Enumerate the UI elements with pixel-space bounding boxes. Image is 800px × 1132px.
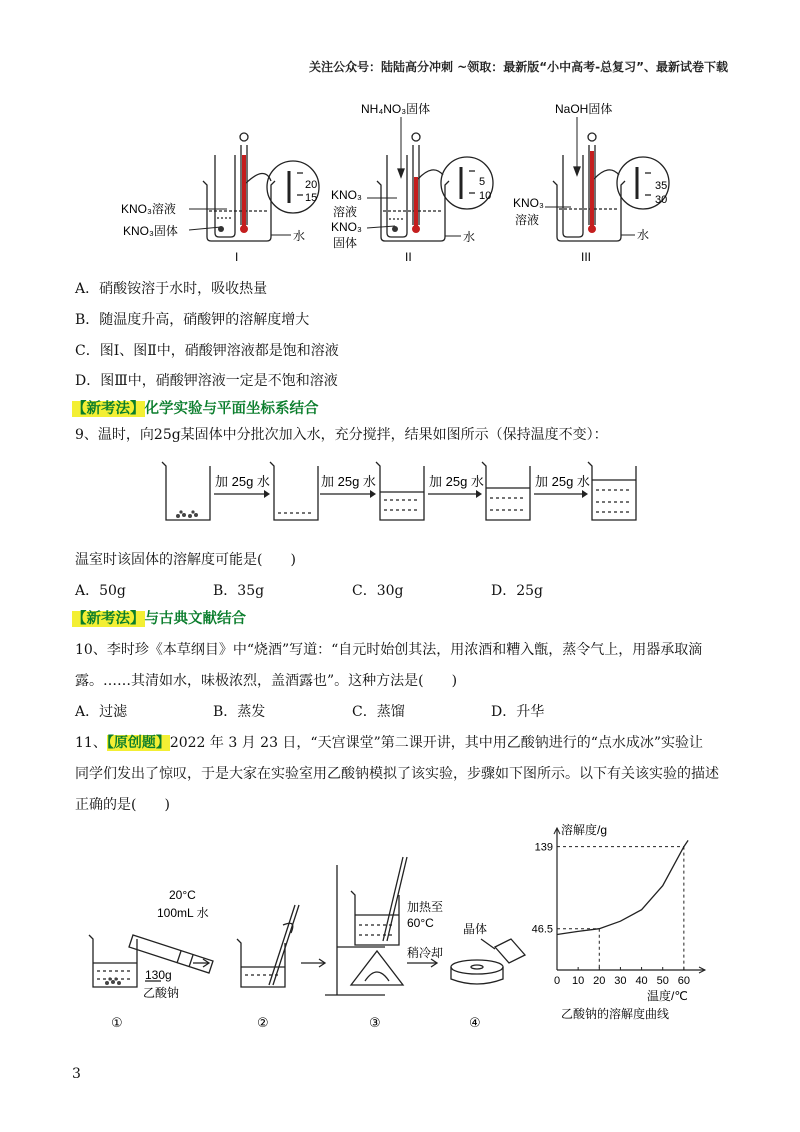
q9-stem: 9、温时，向25g某固体中分批次加入水，充分搅拌，结果如图所示（保持温度不变）： bbox=[75, 427, 608, 443]
step-3-label: ③ bbox=[369, 1015, 381, 1030]
q10-option-d: D．升华 bbox=[491, 704, 545, 720]
q11-line-1 bbox=[75, 732, 703, 752]
q8-option-a: A．硝酸铵溶于水时，吸收热量 bbox=[75, 281, 268, 297]
crystal-label: 晶体 bbox=[463, 922, 488, 936]
heat-label-2: 60°C bbox=[407, 916, 434, 930]
beaker2-label-2: 溶液 bbox=[333, 205, 358, 219]
beaker2-water-label: 水 bbox=[463, 230, 476, 244]
x-tick-label: 10 bbox=[572, 975, 585, 987]
beaker3-scale-bottom: 30 bbox=[655, 194, 668, 206]
q8-option-d: D．图Ⅲ中，硝酸钾溶液一定是不饱和溶液 bbox=[75, 373, 338, 389]
step-4-label: ④ bbox=[469, 1015, 481, 1030]
q10-line-1: 10、李时珍《本草纲目》中“烧酒”写道：“自元时始创其法，用浓酒和糟入甑，蒸令气上，用器承取滴 bbox=[75, 642, 703, 658]
section-tag-1 bbox=[72, 397, 319, 418]
thermometer-beakers-figure bbox=[115, 95, 675, 265]
cylinder-water-label: 100mL 水 bbox=[157, 906, 209, 920]
q11-line-1-text: 2022 年 3 月 23 日，“天宫课堂”第二课开讲，其中用乙酸钠进行的“点水成冰”实验让 bbox=[169, 735, 704, 751]
x-axis-title: 温度/℃ bbox=[647, 989, 688, 1003]
q10-option-b: B．蒸发 bbox=[213, 704, 266, 720]
figure-label-2: II bbox=[405, 250, 412, 264]
section-tag-1-bracket: 【新考法】 bbox=[72, 401, 145, 417]
beaker1-scale-top: 20 bbox=[305, 179, 318, 191]
q9-arrow-label-2: 加 25g 水 bbox=[321, 474, 376, 489]
q8-option-b: B．随温度升高，硝酸钾的溶解度增大 bbox=[75, 312, 310, 328]
beaker3-label-1: KNO₃ bbox=[513, 196, 544, 210]
chart-title: 乙酸钠的溶解度曲线 bbox=[561, 1007, 670, 1021]
y-tick-label: 139 bbox=[534, 841, 553, 854]
q9-option-c: C．30g bbox=[352, 583, 404, 599]
q10-option-a: A．过滤 bbox=[75, 704, 128, 720]
x-tick-label: 0 bbox=[553, 975, 561, 987]
x-tick-label: 30 bbox=[614, 975, 627, 987]
x-tick-label: 60 bbox=[677, 975, 690, 987]
q9-arrow-label-4: 加 25g 水 bbox=[535, 474, 590, 489]
solubility-chart bbox=[525, 818, 725, 1033]
q11-line-2: 同学们发出了惊叹，于是大家在实验室用乙酸钠模拟了该实验，步骤如下图所示。以下有关该实验的描述 bbox=[75, 766, 719, 782]
section-tag-2 bbox=[72, 607, 246, 628]
x-tick-label: 20 bbox=[593, 975, 606, 987]
beaker3-top-label: NaOH固体 bbox=[555, 102, 613, 116]
beaker2-label-4: 固体 bbox=[333, 236, 358, 250]
beaker1-solution-label: KNO₃溶液 bbox=[121, 202, 176, 216]
q11-number: 11、 bbox=[75, 735, 107, 751]
solubility-curve bbox=[557, 840, 688, 934]
section-tag-2-text: 与古典文献结合 bbox=[144, 611, 246, 627]
beaker2-label-1: KNO₃ bbox=[331, 188, 362, 202]
x-tick-label: 50 bbox=[656, 975, 669, 987]
q9-arrow-label-3: 加 25g 水 bbox=[429, 474, 484, 489]
y-axis-title: 溶解度/g bbox=[561, 823, 608, 837]
figure-label-3: III bbox=[581, 250, 592, 264]
figure-label-1: I bbox=[235, 250, 239, 264]
y-tick-label: 46.5 bbox=[531, 923, 553, 936]
q9-arrow-label-1: 加 25g 水 bbox=[215, 474, 270, 489]
q9-option-b: B．35g bbox=[213, 583, 265, 599]
solid-mass-label: 130g bbox=[145, 968, 172, 982]
q9-question: 温室时该固体的溶解度可能是( ) bbox=[75, 552, 296, 568]
q9-option-a: A．50g bbox=[75, 583, 126, 599]
q11-tag: 【原创题】 bbox=[106, 735, 170, 751]
beaker2-label-3: KNO₃ bbox=[331, 220, 362, 234]
cool-label: 稍冷却 bbox=[407, 946, 444, 960]
step-1-label: ① bbox=[111, 1015, 123, 1030]
section-tag-1-text: 化学实验与平面坐标系结合 bbox=[144, 401, 319, 417]
q9-option-d: D．25g bbox=[491, 583, 544, 599]
q10-option-c: C．蒸馏 bbox=[352, 704, 405, 720]
beaker1-solid-label: KNO₃固体 bbox=[123, 224, 178, 238]
q10-line-2: 露。……其清如水，味极浓烈，盖酒露也”。这种方法是( ) bbox=[75, 673, 458, 689]
q11-line-3: 正确的是( ) bbox=[75, 797, 170, 813]
beaker2-scale-bottom: 10 bbox=[479, 190, 492, 202]
beaker2-scale-top: 5 bbox=[479, 176, 486, 188]
beaker1-water-label: 水 bbox=[293, 229, 306, 243]
cylinder-temp-label: 20°C bbox=[169, 888, 196, 902]
beaker1-scale-bottom: 15 bbox=[305, 192, 318, 204]
solid-name-label: 乙酸钠 bbox=[143, 986, 180, 1000]
q9-beaker-sequence bbox=[160, 458, 650, 528]
page-header: 关注公众号：陆陆高分冲刺 ~领取：最新版“小中高考-总复习”、最新试卷下载 bbox=[309, 60, 728, 74]
step-2-label: ② bbox=[257, 1015, 269, 1030]
section-tag-2-bracket: 【新考法】 bbox=[72, 611, 145, 627]
beaker2-top-label: NH₄NO₃固体 bbox=[361, 102, 431, 116]
page-number: 3 bbox=[72, 1066, 81, 1082]
q8-option-c: C．图Ⅰ、图Ⅱ中，硝酸钾溶液都是饱和溶液 bbox=[75, 343, 339, 359]
beaker3-water-label: 水 bbox=[637, 228, 650, 242]
experiment-steps-figure bbox=[85, 855, 535, 1035]
beaker3-scale-top: 35 bbox=[655, 180, 668, 192]
heat-label-1: 加热至 bbox=[407, 900, 444, 914]
beaker3-label-2: 溶液 bbox=[515, 213, 540, 227]
x-tick-label: 40 bbox=[635, 975, 648, 987]
